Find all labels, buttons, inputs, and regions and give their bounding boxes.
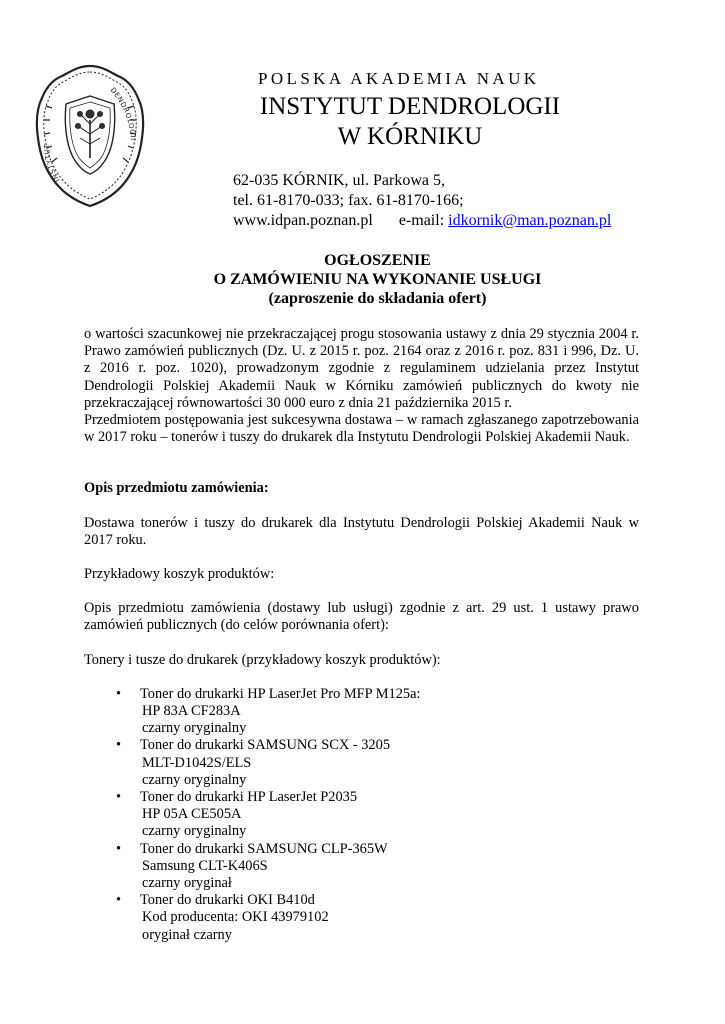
item-name: Toner do drukarki OKI B410d bbox=[140, 892, 315, 909]
document-body bbox=[84, 326, 639, 944]
item-name: Toner do drukarki SAMSUNG SCX - 3205 bbox=[140, 737, 391, 754]
email-label: e-mail: bbox=[398, 212, 449, 229]
item-type: czarny oryginalny bbox=[142, 771, 247, 788]
seal-text-right: DENDROLOGII bbox=[108, 86, 137, 142]
bullet-icon: • bbox=[116, 840, 122, 857]
item-type: czarny oryginalny bbox=[142, 720, 247, 737]
list-item bbox=[84, 737, 639, 789]
bullet-icon: • bbox=[116, 892, 122, 909]
heading-subtitle: O ZAMÓWIENIU NA WYKONANIE USŁUGI bbox=[213, 271, 542, 288]
academy-name: POLSKA AKADEMIA NAUK bbox=[258, 69, 540, 88]
website-link[interactable]: www.idpan.poznan.pl bbox=[233, 212, 373, 229]
bullet-icon: • bbox=[116, 789, 122, 806]
item-name: Toner do drukarki HP LaserJet P2035 bbox=[140, 789, 358, 806]
heading-note: (zaproszenie do składania ofert) bbox=[268, 290, 487, 307]
item-code: HP 05A CE505A bbox=[142, 806, 242, 823]
postal-address: 62-035 KÓRNIK, ul. Parkowa 5, bbox=[233, 172, 445, 189]
description-paragraph: Opis przedmiotu zamówienia (dostawy lub usługi) zgodnie z art. 29 ust. 1 ustawy prawo zamówień publicznych (do celów porównania ofert): bbox=[84, 600, 639, 634]
subject-paragraph: Przedmiotem postępowania jest sukcesywna dostawa – w ramach zgłaszanego zapotrzebowania w 2017 roku – tonerów i tuszy do drukarek dla Instytutu Dendrologii Polskiej Akademii Nauk. bbox=[84, 412, 639, 446]
web-email-line bbox=[233, 211, 611, 231]
announcement-heading bbox=[120, 251, 635, 308]
list-item bbox=[84, 789, 639, 841]
contact-block bbox=[233, 171, 611, 231]
item-name: Toner do drukarki HP LaserJet Pro MFP M125a: bbox=[140, 685, 421, 702]
item-code: Samsung CLT-K406S bbox=[142, 857, 268, 874]
item-code: MLT-D1042S/ELS bbox=[142, 754, 252, 771]
item-code: HP 83A CF283A bbox=[142, 703, 241, 720]
heading-title: OGŁOSZENIE bbox=[324, 252, 431, 269]
item-type: czarny oryginał bbox=[142, 875, 232, 892]
list-title: Tonery i tusze do drukarek (przykładowy koszyk produktów): bbox=[84, 651, 441, 668]
svg-text:DENDROLOGII bbox=[109, 86, 137, 141]
institute-seal-logo bbox=[30, 62, 150, 210]
list-item bbox=[84, 686, 639, 738]
toner-list bbox=[84, 686, 639, 944]
institute-name bbox=[240, 92, 580, 152]
list-item bbox=[84, 892, 639, 944]
institute-name-line1: INSTYTUT DENDROLOGII bbox=[259, 93, 561, 120]
section-title: Opis przedmiotu zamówienia: bbox=[84, 480, 269, 497]
item-type: czarny oryginalny bbox=[142, 823, 247, 840]
bullet-icon: • bbox=[116, 737, 122, 754]
intro-paragraph: o wartości szacunkowej nie przekraczającej progu stosowania ustawy z dnia 29 stycznia 2004 r. Prawo zamówień publicznych (Dz. U. z 2015 r. poz. 2164 oraz z 2016 r. poz. 831 i 996, Dz. U. z 2016 r. poz. 1020), prowadzonym zgodnie z regulaminem udzielania przez Instytut Dendrologii Polskiej Akademii Nauk w Kórniku zamówień publicznych do kwoty nie przekraczającej równowartości 30 000 euro z dnia 21 października 2015 r. bbox=[84, 326, 639, 411]
svg-text:INSTYTUT bbox=[43, 143, 62, 183]
seal-text-left: INSTYTUT bbox=[42, 143, 62, 184]
delivery-paragraph: Dostawa tonerów i tuszy do drukarek dla Instytutu Dendrologii Polskiej Akademii Nauk w 2017 roku. bbox=[84, 514, 639, 548]
item-name: Toner do drukarki SAMSUNG CLP-365W bbox=[140, 840, 388, 857]
institute-name-line2: W KÓRNIKU bbox=[337, 123, 483, 150]
basket-label: Przykładowy koszyk produktów: bbox=[84, 566, 275, 583]
item-code: Kod producenta: OKI 43979102 bbox=[142, 909, 329, 926]
bullet-icon: • bbox=[116, 685, 122, 702]
item-type: oryginał czarny bbox=[142, 926, 232, 943]
phone-fax: tel. 61-8170-033; fax. 61-8170-166; bbox=[233, 192, 464, 209]
list-item bbox=[84, 841, 639, 893]
email-link[interactable]: idkornik@man.poznan.pl bbox=[448, 212, 612, 229]
